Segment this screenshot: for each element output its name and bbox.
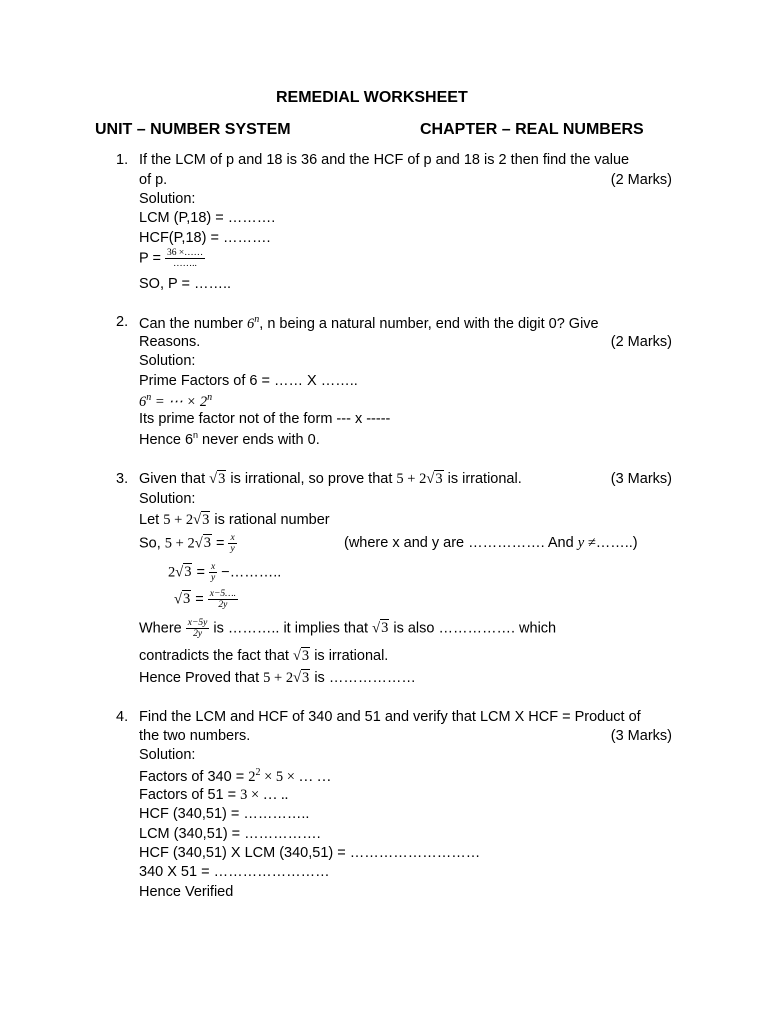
q2-step-prime-factors: Prime Factors of 6 = …… X …….. — [139, 373, 358, 389]
q3-step-where-implies: Where $\frac{x-5y}{2y}$ is ……….. it implies that √3 is also ……………. which — [139, 618, 557, 639]
q4-marks: (3 Marks) — [610, 728, 672, 744]
q4-text-line1: Find the LCM and HCF of 340 and 51 and verify that LCM X HCF = Product of — [139, 709, 641, 725]
q4-step-factors-51: Factors of 51 = 3 × … .. — [139, 787, 289, 803]
q4-number: 4. — [116, 709, 129, 725]
q4-step-lcm: LCM (340,51) = ……………. — [139, 826, 321, 842]
q4-solution-label: Solution: — [139, 747, 196, 763]
q4-step-hcf: HCF (340,51) = ………….. — [139, 806, 310, 822]
q3-step-isolate: 2√3 = $\frac{x}{y}$ −……….. — [168, 562, 282, 583]
q4-text-line2: the two numbers. — [139, 728, 251, 744]
q1-marks: (2 Marks) — [610, 172, 672, 188]
q3-solution-label: Solution: — [139, 491, 196, 507]
q3-step-sqrt3: √3 = $\frac{x-5\dots.}{2y}$ — [174, 589, 236, 610]
chapter-heading: CHAPTER – REAL NUMBERS — [420, 121, 644, 138]
q3-fraction-where: $\frac{x-5y}{2y}$ — [187, 618, 208, 639]
q1-fraction: $\frac{36 \times\dots\dots}{\dots\dots..}$ — [166, 248, 204, 269]
q3-fraction-x-over-y-2: $\frac{x}{y}$ — [211, 562, 216, 583]
q4-step-factors-340: Factors of $340 = 2^2 \times 5$ × … … — [139, 767, 332, 785]
q3-step-proved: Hence Proved that 5 + 2√3 is ……………… — [139, 670, 416, 686]
q3-number: 3. — [116, 471, 129, 487]
q2-solution-label: Solution: — [139, 353, 196, 369]
q2-step-conclusion: Hence 6$^n$ never ends with 0. — [139, 430, 320, 448]
q2-marks: (2 Marks) — [610, 334, 672, 350]
unit-heading: UNIT – NUMBER SYSTEM — [95, 121, 291, 138]
q2-text-line1: Can the number 6$^n$, n being a natural number, end with the digit 0? Give — [139, 314, 599, 332]
q3-step-contradicts: contradicts the fact that √3 is irrational. — [139, 648, 389, 664]
q4-step-product-numbers: 340 X 51 = …………………… — [139, 864, 330, 880]
q2-text-line2: Reasons. — [139, 334, 201, 350]
q2-step-power-form: $6^n$ = ⋯ × $2^n$ — [139, 392, 213, 410]
q4-step-product-lcm-hcf: HCF (340,51) X LCM (340,51) = ……………………… — [139, 845, 481, 861]
q3-marks: (3 Marks) — [610, 471, 672, 487]
q1-step-p-formula: P = $\frac{36 \times\dots\dots}{\dots\dots..}$ — [139, 248, 204, 269]
q1-text-line1: If the LCM of p and 18 is 36 and the HCF of p and 18 is 2 then find the value — [139, 152, 630, 168]
q1-step-hcf: HCF(P,18) = ………. — [139, 230, 271, 246]
q3-fraction-x-over-y: $\frac{x}{y}$ — [230, 533, 235, 554]
q3-fraction-sqrt3: $\frac{x-5\dots.}{2y}$ — [209, 589, 236, 610]
q3-step-so: So, 5 + 2√3 = $\frac{x}{y}$ — [139, 533, 235, 554]
q1-number: 1. — [116, 152, 129, 168]
q1-step-lcm: LCM (P,18) = ………. — [139, 210, 276, 226]
worksheet-title: REMEDIAL WORKSHEET — [276, 89, 468, 106]
q1-text-line2: of p. — [139, 172, 168, 188]
q3-step-where: (where x and y are ……………. And y ≠……..) — [344, 535, 638, 551]
q2-step-form: Its prime factor not of the form --- x ----- — [139, 411, 391, 427]
q3-text-line1: Given that √3 is irrational, so prove that 5 + 2√3 is irrational. — [139, 471, 522, 487]
q4-step-verified: Hence Verified — [139, 884, 234, 900]
q1-solution-label: Solution: — [139, 191, 196, 207]
q3-step-let: Let 5 + 2√3 is rational number — [139, 512, 330, 528]
q1-step-answer: SO, P = …….. — [139, 276, 231, 292]
q2-number: 2. — [116, 314, 129, 330]
